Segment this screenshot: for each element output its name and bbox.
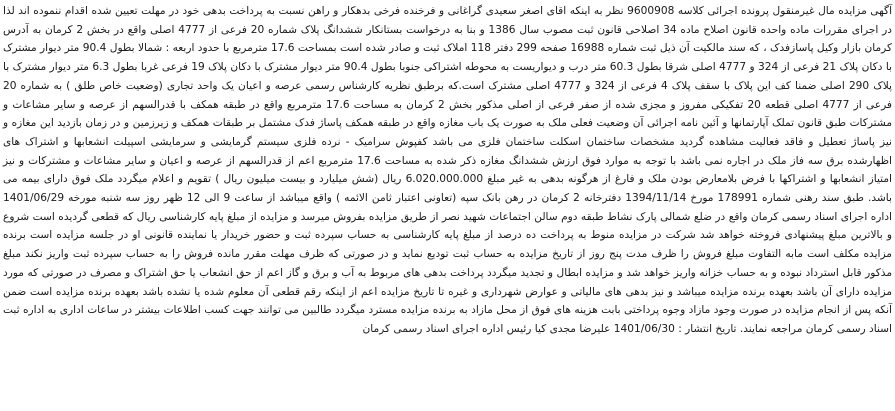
auction-notice-text: آگهی مزایده مال غیرمنقول پرونده اجرائی کلاسه 9600908 نظر به اینکه اقای اصغر سعیدی گراغانی و فرخنده فرخی بدهکار و راهن نسبت به پرداخت بدهی خود در مهلت تعیین شده اقدام ننموده اند لذا در اجرای مقررات ماده واحده قانون اصلاح ماده 34 اصلاحی قانون ثبت مصوب سال 1386 و بنا به درخواست بستانکار ششدانگ پلاک شماره 20 فرعی از 4777 اصلی واقع در بخش 2 کرمان به آدرس کرمان بازار وکیل پاسازفدک ، که سند مالکیت آن ذیل ثبت شماره 16988 صفحه 299 دفتر 118 املاک ثبت و صادر شده است بمساحت 17.6 مترمربع با حدود اربعه : شمالا بطول 90.4 متر دیوار مشترک با دکان پلاک 21 فرعی از 324 و 4777 اصلی شرقا بطول 60.3 متر درب و دیواریست به محوطه اشتراکی جنوبا بطول 90.4 متر دیوار مشترک با دکان پلاک 19 فرعی غربا بطول 6.3 متر دیوار مشترک با پلاک 290 اصلی ضمنا کف این پلاک با سقف پلاک 4 فرعی از 324 و 4777 اصلی مشترک است.که برطبق نظریه کارشناس رسمی عرصه و اعیان یک واحد تجاری (وضعیت خاص طلق ) به شماره 20 فرعی از 4777 اصلی قطعه 20 تفکیکی مفروز و مجزی شده از صفر فرعی از اصلی مذکور بخش 2 کرمان به مساحت 17.6 مترمربع واقع در طبقه همکف با قدرالسهم از عرصه و سایر مشاعات و مشترکات طبق قانون تملک آپارتمانها و آئین نامه اجرائی آن وضعیت فعلی ملک به صورت یک باب مغازه واقع در طبقه همکف پاساژ فدک مشتمل بر طبقات همکف و زیرزمین و در زمان بازدید این مغازه و نیز پاساژ تعطیل و فاقد فعالیت مشاهده گردید مشخصات ساختمان اسکلت ساختمان فلزی می باشد کفپوش سرامیک - نرده فلزی سیستم گرمایشی و سرمایشی اسپیلت انشعابها و اشتراک های اظهارشده برق سه فاز ملک در اجاره نمی باشد با توجه به موارد فوق ارزش ششدانگ مغازه ذکر شده به مساحت 17.6 مترمربع اعم از قدرالسهم از عرصه و اعیان و سایر مشاعات و مشترکات و نیز امتیاز انشعابها و اشتراکها با فرض بلامعارض بودن ملک و فارغ از هرگونه بدهی به غیر مبلغ 6.020.000.000 ریال (شش میلیارد و بیست میلیون ریال ) تقویم و اعلام میگردد ملک فوق دارای بیمه می باشد. طبق سند رهنی شماره 178991 مورخ 1394/11/14 دفترخانه 2 کرمان در رهن بانک سپه (تعاونی اعتبار ثامن الائمه ) واقع میباشد از ساعت 9 الی 12 ظهر روز سه شنبه مورخه 1401/06/29 اداره اجرای اسناد رسمی کرمان واقع در ضلع شمالی پارک نشاط طبقه دوم سالن اجتماعات شهید نصر از طریق مزایده بفروش میرسد و مزایده از مبلغ پایه کارشناسی ریال که قطعی گردیده است شروع و بالاترین مبلغ پیشنهادی فروخته خواهد شد شرکت در مزایده منوط به پرداخت ده درصد از مبلغ پایه کارشناسی به حساب سپرده ثبت و حضور خریدار یا نماینده قانونی او در جلسه مزایده است برنده مزایده مکلف است مابه التفاوت مبلغ فروش را ظرف مدت پنج روز از تاریخ مزایده به حساب ثبت تودیع نماید و در صورتی که ظرف مهلت مقرر مانده فروش را به حساب سپرده ثبت واریز نکند مبلغ مذکور قابل استرداد نبوده و به حساب خزانه واریز خواهد شد و مزایده ابطال و تجدید میگردد پرداخت بدهی های مربوط به آب و برق و گاز اعم از حق انشعاب یا حق اشتراک و مصرف در صورتی که مورد مزایده دارای آن باشد بعهده برنده مزایده میباشد و نیز بدهی های مالیاتی و عوارض شهرداری و غیره تا تاریخ مزایده اعم از اینکه رقم قطعی آن معلوم شده یا نشده باشد بعهده برنده مزایده است ضمن آنکه پس از انجام مزایده در صورت وجود مازاد وجوه پرداختی بابت هزینه های فوق از محل مازاد به برنده مزایده مسترد میگردد طالبین می توانند جهت کسب اطلاعات بیشتر در ساعات اداری به اداره ثبت اسناد رسمی کرمان مراجعه نمایند. تاریخ انتشار : 1401/06/30 علیرضا مجدی کیا رئیس اداره اجرای اسناد رسمی کرمان bbox=[3, 5, 893, 335]
